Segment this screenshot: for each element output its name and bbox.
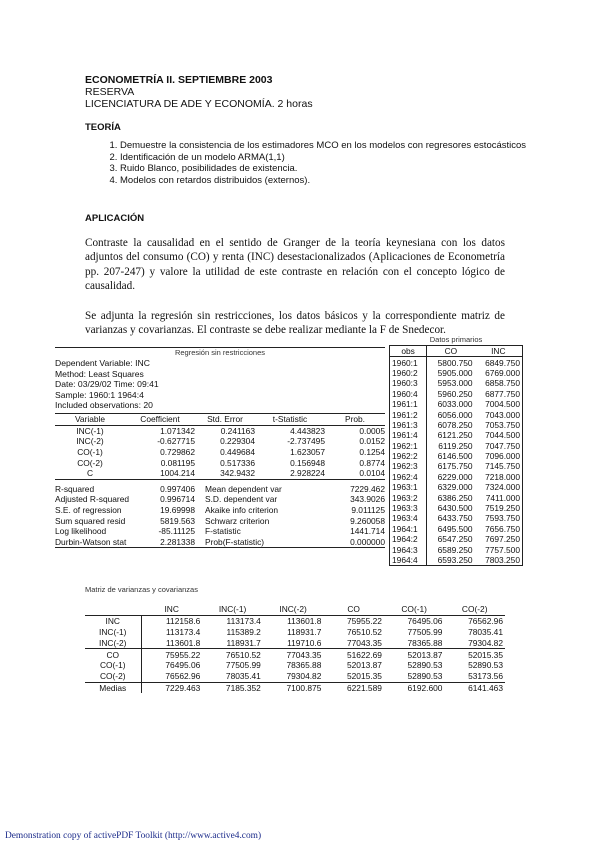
cell: 112158.6 (166, 616, 201, 627)
col-header: Coefficient (125, 413, 195, 425)
cell: 1004.214 (125, 468, 195, 479)
cell: 6858.750 (485, 378, 520, 389)
cell: CO(-1) (77, 447, 103, 458)
cell: 79304.82 (468, 637, 503, 648)
cell: 78365.88 (407, 637, 443, 648)
cell: INC(-2) (76, 436, 104, 447)
cell: 7053.750 (485, 419, 520, 430)
table-row (390, 544, 523, 554)
table-row (390, 389, 523, 399)
cell: 6593.250 (437, 555, 473, 565)
cell: 7096.000 (485, 451, 520, 462)
cell: 6433.750 (437, 513, 473, 524)
cell: -2.737495 (287, 436, 325, 447)
table-row (85, 627, 505, 638)
theory-list (85, 140, 540, 186)
cell: 6229.000 (437, 471, 473, 482)
table-row (55, 505, 385, 516)
cell: 1960:1 (390, 357, 427, 368)
cell: 76495.06 (407, 616, 443, 627)
covariance-matrix (85, 604, 505, 693)
cell: 0.081195 (160, 457, 195, 468)
cell: 77043.35 (263, 649, 324, 660)
table-row (390, 492, 523, 502)
cell: 1441.714 (350, 526, 385, 537)
cell: 7043.000 (485, 409, 520, 420)
cell: 0.241163 (220, 425, 255, 436)
theory-item: 4. Modelos con retardos distribuidos (externos). (120, 175, 540, 187)
cell: 1960:4 (390, 389, 427, 399)
cell: 5819.563 (160, 515, 195, 526)
table-row (85, 649, 505, 660)
table-row (390, 420, 523, 430)
cell: 76510.52 (346, 626, 382, 637)
cell: 0.000000 (315, 537, 385, 548)
cell: 7697.250 (485, 534, 520, 545)
cell: INC (85, 615, 141, 626)
table-row (390, 482, 523, 492)
table-row (55, 457, 385, 468)
cell: 7145.750 (485, 461, 520, 472)
table-row (55, 494, 385, 505)
cell: 7229.462 (350, 483, 385, 494)
cell: 1964:3 (390, 544, 427, 554)
cell: S.D. dependent var (205, 494, 278, 505)
cell: 6146.500 (437, 451, 473, 462)
table-row (85, 637, 505, 648)
cell: 7519.250 (485, 503, 520, 514)
cell: Log likelihood (55, 526, 107, 537)
cell: 52015.35 (346, 671, 382, 682)
meta-line: Method: Least Squares (55, 368, 144, 379)
table-row (55, 425, 385, 436)
table-row (390, 555, 523, 566)
demo-footer: Demonstration copy of activePDF Toolkit (http://www.active4.com) (5, 831, 262, 841)
table-row (390, 357, 523, 368)
cell: 5960.250 (437, 388, 473, 399)
cell: CO(-2) (85, 671, 141, 682)
meta-line: Included observations: 20 (55, 400, 153, 411)
cell: 118931.7 (287, 626, 322, 637)
cell: 7100.875 (263, 682, 324, 693)
cell: C (55, 468, 125, 479)
cell: 6192.600 (384, 682, 445, 693)
table-row (85, 660, 505, 671)
cell: 77505.99 (225, 660, 261, 671)
cell: 52013.87 (346, 660, 382, 671)
cell: 1962:1 (390, 441, 427, 451)
application-paragraph-2: Se adjunta la regresión sin restricciones, los datos básicos y la correspondiente matriz de varianzas y covarianzas. El contraste se debe realizar mediante la F de Snedecor. (85, 310, 505, 337)
cell: 0.449684 (220, 447, 255, 458)
cell: Prob(F-statistic) (195, 537, 315, 548)
cell: 5800.750 (437, 357, 473, 368)
cell: -85.11125 (158, 526, 195, 537)
cell: 0.997406 (160, 483, 195, 494)
cell: 1962:4 (390, 472, 427, 482)
cell: S.E. of regression (55, 505, 122, 516)
cell: 113601.8 (166, 637, 201, 648)
cell: 2.281338 (143, 537, 195, 548)
col-header (85, 604, 141, 615)
cell: 118931.7 (226, 637, 261, 648)
cell: 0.0152 (359, 436, 385, 447)
col-header: obs (390, 346, 427, 357)
cell: 52890.53 (468, 660, 503, 671)
cell: 9.260058 (350, 515, 385, 526)
cell: 6849.750 (485, 357, 520, 368)
regression-meta (55, 358, 385, 411)
cell: 52015.35 (444, 649, 505, 660)
meta-line: Date: 03/29/02 Time: 09:41 (55, 379, 159, 390)
col-header: CO(-2) (444, 604, 505, 615)
cell: CO(-2) (77, 457, 103, 468)
cell: 0.0104 (325, 468, 385, 479)
cell: 77043.35 (346, 637, 382, 648)
cell: 7411.000 (485, 492, 520, 503)
cell: CO(-1) (85, 660, 141, 671)
cell: 0.8774 (359, 457, 385, 468)
cell: Sum squared resid (55, 515, 126, 526)
table-row (390, 472, 523, 482)
table-row (55, 526, 385, 537)
col-header: t-Statistic (255, 413, 325, 425)
table-row (55, 515, 385, 526)
regression-stats (55, 484, 385, 549)
cell: 1963:2 (390, 492, 427, 502)
cell: 7218.000 (485, 471, 520, 482)
cell: 19.69998 (160, 505, 195, 516)
theory-heading: TEORÍA (85, 122, 121, 133)
cell: 6119.250 (438, 440, 473, 451)
cell: 78035.41 (468, 626, 503, 637)
theory-item: 3. Ruido Blanco, posibilidades de existencia. (120, 163, 540, 175)
application-paragraph-1: Contraste la causalidad en el sentido de Granger de la teoría keynesiana con los datos adjuntos del consumo (CO) y renta (INC) desestacionalizados (Aplicaciones de Econometría pp. 207-247) y valore la utilidad de este contraste en relación con el concepto lógico de causalidad. (85, 237, 505, 292)
cell: 1962:3 (390, 461, 427, 471)
table-row (85, 682, 505, 693)
cell: 1963:3 (390, 503, 427, 513)
cell: 0.229304 (220, 436, 255, 447)
cell: 6589.250 (437, 544, 473, 555)
application-heading: APLICACIÓN (85, 213, 145, 224)
cell: Mean dependent var (205, 483, 282, 494)
cell: 1964:1 (390, 524, 427, 534)
cell: 113173.4 (166, 626, 201, 637)
cell: 113173.4 (226, 616, 261, 627)
cell: 6329.000 (437, 482, 473, 493)
meta-line: Sample: 1960:1 1964:4 (55, 389, 144, 400)
cell: INC(-1) (85, 627, 141, 638)
cell: Durbin-Watson stat (55, 537, 143, 548)
cell: 7593.750 (485, 513, 520, 524)
cell: -0.627715 (157, 436, 195, 447)
cell: 1962:2 (390, 451, 427, 461)
cell: 7229.463 (141, 682, 202, 693)
cell: Medias (85, 682, 141, 693)
exam-title: ECONOMETRÍA II. SEPTIEMBRE 2003 (85, 74, 273, 86)
cell: 75955.22 (141, 649, 202, 660)
col-header: INC(-2) (263, 604, 324, 615)
cell: 76510.52 (202, 649, 263, 660)
cell: 5905.000 (437, 367, 473, 378)
cell: 6221.589 (323, 682, 384, 693)
cell: INC(-1) (76, 425, 104, 436)
cell: Adjusted R-squared (55, 494, 130, 505)
theory-item: 2. Identificación de un modelo ARMA(1,1) (120, 152, 540, 164)
exam-subtitle: RESERVA (85, 86, 135, 98)
cell: 1961:4 (390, 430, 427, 440)
cell: 1963:4 (390, 513, 427, 523)
cell: 76562.96 (165, 671, 201, 682)
cell: 4.443823 (290, 425, 325, 436)
cell: 6495.500 (437, 523, 473, 534)
cell: 1964:2 (390, 534, 427, 544)
col-header: CO (323, 604, 384, 615)
cell: 7324.000 (485, 482, 520, 493)
cell: 76495.06 (165, 660, 201, 671)
cell: INC(-2) (85, 637, 141, 648)
cell: 78365.88 (286, 660, 322, 671)
table-row (55, 484, 385, 495)
table-row (55, 468, 385, 479)
cell: Schwarz criterion (205, 515, 270, 526)
cell: 0.729862 (160, 447, 195, 458)
cell: 52890.53 (407, 660, 443, 671)
meta-line: Dependent Variable: INC (55, 358, 150, 368)
cell: 0.517336 (220, 457, 255, 468)
table-row (390, 461, 523, 471)
cell: 1960:2 (390, 368, 427, 378)
cell: 1963:1 (390, 482, 427, 492)
cell: 1961:2 (390, 409, 427, 419)
primary-data-title: Datos primarios (429, 335, 483, 344)
cell: 52890.53 (407, 671, 443, 682)
col-header: CO(-1) (384, 604, 445, 615)
table-row (390, 524, 523, 534)
exam-program: LICENCIATURA DE ADE Y ECONOMÍA. 2 horas (85, 98, 313, 110)
cell: 79304.82 (286, 671, 322, 682)
cell: 1961:1 (390, 399, 427, 409)
cell: 7004.500 (485, 399, 520, 410)
cell: 1.623057 (290, 447, 325, 458)
covariance-table (85, 604, 505, 693)
table-row (85, 671, 505, 682)
col-header: Variable (55, 413, 125, 425)
table-row (390, 534, 523, 544)
table-row (85, 615, 505, 626)
table-row (390, 409, 523, 419)
cell: 6175.750 (437, 461, 473, 472)
regression-output (55, 347, 385, 548)
cell: 7803.250 (485, 555, 520, 565)
cell: 6547.250 (437, 534, 473, 545)
table-row (390, 441, 523, 451)
cell: 6769.000 (485, 367, 520, 378)
cell: 1964:4 (390, 555, 427, 566)
cell: 2.928224 (255, 468, 325, 479)
table-row (390, 368, 523, 378)
cell: Akaike info criterion (205, 505, 279, 516)
cell: 0.1254 (359, 447, 385, 458)
table-row (390, 378, 523, 388)
primary-data-table (389, 345, 523, 566)
col-header: INC (475, 346, 523, 357)
cell: 6056.000 (437, 409, 473, 420)
col-header: INC(-1) (202, 604, 263, 615)
cell: 0.0005 (359, 425, 385, 436)
table-row (390, 430, 523, 440)
cell: 1960:3 (390, 378, 427, 388)
cell: 7656.750 (485, 523, 520, 534)
table-row (390, 451, 523, 461)
cell: 5953.000 (437, 378, 473, 389)
cell: 6877.750 (485, 388, 520, 399)
primary-data (389, 335, 523, 566)
cell: 6078.250 (437, 419, 473, 430)
table-row (390, 503, 523, 513)
cell: 6141.463 (444, 682, 505, 693)
cell: 78035.41 (225, 671, 261, 682)
cell: 7185.352 (202, 682, 263, 693)
cell: CO (85, 649, 141, 660)
cell: 0.156948 (290, 457, 325, 468)
cell: 119710.6 (287, 637, 322, 648)
table-row (55, 436, 385, 447)
cell: 75955.22 (346, 616, 382, 627)
cell: 52013.87 (384, 649, 445, 660)
table-row (390, 513, 523, 523)
cell: 7044.500 (485, 430, 520, 441)
cell: 1961:3 (390, 420, 427, 430)
col-header: CO (427, 346, 475, 357)
cell: 53173.56 (468, 671, 503, 682)
table-row (55, 537, 385, 548)
col-header: INC (141, 604, 202, 615)
cell: 0.996714 (160, 494, 195, 505)
cell: 343.9026 (350, 494, 385, 505)
covariance-title: Matriz de varianzas y covarianzas (85, 585, 198, 594)
cell: 6121.250 (437, 430, 473, 441)
cell: 76562.96 (468, 616, 503, 627)
col-header: Prob. (325, 413, 385, 425)
col-header: Std. Error (195, 413, 255, 425)
cell: 1.071342 (160, 425, 195, 436)
regression-title: Regresión sin restricciones (55, 347, 385, 358)
cell: 6033.000 (437, 399, 473, 410)
cell: 6430.500 (437, 503, 473, 514)
table-row (390, 399, 523, 409)
coefficient-table (55, 413, 385, 480)
table-row (55, 447, 385, 458)
cell: 342.9432 (195, 468, 255, 479)
cell: 7047.750 (485, 440, 520, 451)
cell: R-squared (55, 483, 95, 494)
cell: 51622.69 (323, 649, 384, 660)
cell: 7757.500 (485, 544, 520, 555)
cell: 113601.8 (287, 616, 322, 627)
cell: 9.011125 (351, 505, 385, 516)
cell: 6386.250 (437, 492, 473, 503)
cell: 77505.99 (407, 626, 443, 637)
theory-item: 1. Demuestre la consistencia de los estimadores MCO en los modelos con regresores estocásticos (120, 140, 540, 152)
cell: 115389.2 (226, 626, 261, 637)
cell: F-statistic (205, 526, 241, 537)
